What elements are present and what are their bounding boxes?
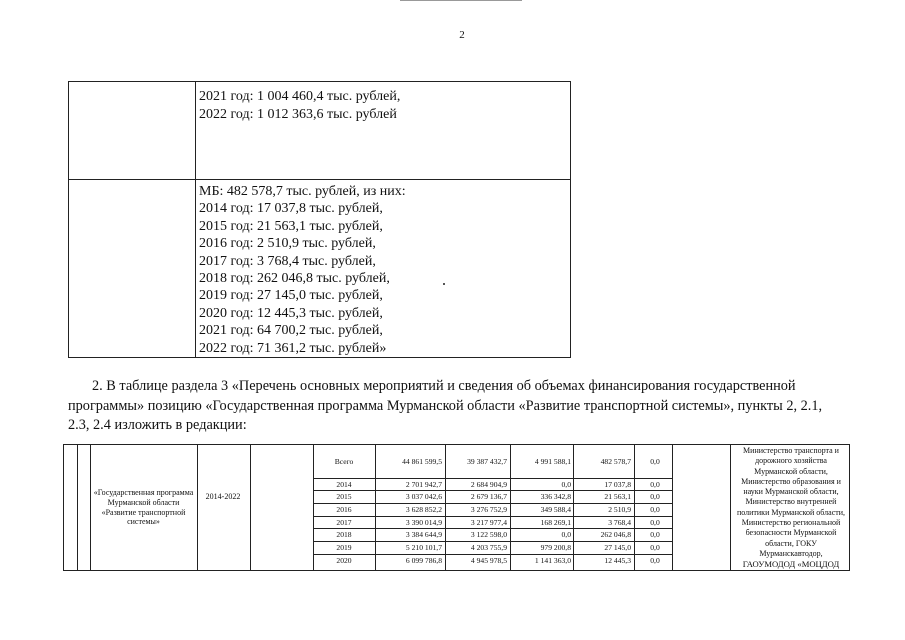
table-cell-total: 5 210 101,7 [405,543,442,552]
executor-line: Министерство транспорта и [743,446,839,455]
table-cell-year: 2018 [336,530,352,539]
table-cell-c2: 3 217 977,4 [470,518,507,527]
table-column-line [77,445,78,570]
funding-line: 2021 год: 64 700,2 тыс. рублей, [199,323,383,339]
table-cell-c5: 0,0 [650,480,660,489]
executor-line: Мурманскавтодор, [759,548,823,558]
paragraph-line: 2. В таблице раздела 3 «Перечень основных мероприятий и сведения об объемах финансирования государственной [92,378,796,394]
table-cell-c5: 0,0 [650,492,660,501]
program-funding-table [63,444,850,571]
funding-line: 2020 год: 12 445,3 тыс. рублей, [199,305,383,321]
executor-line: области, ГОКУ [765,538,817,548]
funding-line: 2015 год: 21 563,1 тыс. рублей, [199,218,383,234]
table-cell-local-budget [199,183,406,357]
funding-line: 2021 год: 1 004 460,4 тыс. рублей, [199,89,401,104]
program-name-cell: «Государственная программа Мурманской области «Развитие транспортной системы» [93,488,194,527]
table-cell-c2: 3 276 752,9 [470,505,507,514]
table-cell-c5: 0,0 [650,543,660,552]
table-cell-total: 3 037 042,6 [405,492,442,501]
table-cell-total: 3 628 852,2 [405,505,442,514]
table-cell-c2: 39 387 432,7 [467,457,507,466]
funding-line: 2022 год: 1 012 363,6 тыс. рублей [199,107,397,122]
table-cell-total: 6 099 786,8 [405,556,442,565]
scan-speck [443,283,445,285]
table-column-line [672,445,673,570]
executor-line: Министерство внутренней [745,497,837,507]
table-cell-year: 2017 [336,518,352,527]
table-column-line [90,445,91,570]
table-cell-c4: 17 037,8 [604,480,631,489]
executor-line: науки Мурманской области, [743,487,839,497]
table-cell-c3: 168 269,1 [540,518,571,527]
funding-line: 2018 год: 262 046,8 тыс. рублей, [199,271,390,287]
table-cell-c4: 262 046,8 [600,530,631,539]
table-cell-c5: 0,0 [650,530,660,539]
funding-line: 2017 год: 3 768,4 тыс. рублей, [199,253,376,269]
table-cell-total: 3 384 644,9 [405,530,442,539]
paragraph-line: программы» позицию «Государственная программа Мурманской области «Развитие транспортной системы», пункты 2, 2.1, [68,397,823,414]
table-cell-year: 2020 [336,556,352,565]
table-cell-c4: 482 578,7 [600,457,631,466]
table-cell-total: 2 701 942,7 [405,480,442,489]
table-column-line [197,445,198,570]
table-column-line [250,445,251,570]
table-cell-c3: 4 991 588,1 [534,457,571,466]
funding-line: МБ: 482 578,7 тыс. рублей, из них: [199,184,406,199]
table-cell-c4: 27 145,0 [604,543,631,552]
executors-cell [731,446,851,570]
table-cell-c3: 979 200,8 [540,543,571,552]
table-cell-c3: 349 588,4 [540,505,571,514]
table-cell-year: 2019 [336,543,352,552]
table-cell-c3: 1 141 363,0 [534,556,571,565]
table-cell-year: 2015 [336,492,352,501]
period-cell: 2014-2022 [205,492,241,501]
table-row-divider [69,179,570,180]
table-cell-total: 3 390 014,9 [405,518,442,527]
funding-line: 2022 год: 71 361,2 тыс. рублей» [199,340,387,356]
executor-line: Министерство образования и [741,476,841,486]
table-cell-c2: 4 945 978,5 [470,556,507,565]
table-cell-c3: 0,0 [561,530,571,539]
table-cell-c2: 2 684 904,9 [470,480,507,489]
executor-line: дорожного хозяйства [755,456,827,466]
funding-line: 2016 год: 2 510,9 тыс. рублей, [199,236,376,252]
executor-line: Мурманской области, [754,466,828,476]
table-cell-c2: 2 679 136,7 [470,492,507,501]
table-cell-c4: 21 563,1 [604,492,631,501]
table-cell-c4: 2 510,9 [608,505,631,514]
table-cell-year: Всего [334,457,354,466]
executor-line: ГАОУМОДОД «МОЦДОД [742,559,840,570]
table-column-divider [195,82,196,357]
page-number: 2 [459,29,465,41]
table-cell-c5: 0,0 [650,518,660,527]
table-column-line [634,445,635,570]
amendment-paragraph [68,377,860,436]
table-cell-c3: 0,0 [561,480,571,489]
funding-line: 2014 год: 17 037,8 тыс. рублей, [199,201,383,217]
funding-line: 2019 год: 27 145,0 тыс. рублей, [199,288,383,304]
table-column-line [730,445,731,570]
table-cell-year: 2016 [336,505,352,514]
continuation-table [68,81,571,358]
executor-line: безопасности Мурманской [745,528,837,538]
table-cell-funding-2021-2022 [199,88,400,124]
table-cell-c2: 4 203 755,9 [470,543,507,552]
executor-line: политики Мурманской области, [736,507,846,517]
top-divider-line [400,0,522,1]
table-cell-c5: 0,0 [650,505,660,514]
executor-line: Министерство региональной [741,518,841,528]
table-cell-c5: 0,0 [650,457,660,466]
table-cell-c3: 336 342,8 [540,492,571,501]
table-cell-c4: 12 445,3 [604,556,631,565]
table-cell-year: 2014 [336,480,352,489]
table-cell-total: 44 861 599,5 [402,457,442,466]
table-cell-c5: 0,0 [650,556,660,565]
table-cell-c2: 3 122 598,0 [470,530,507,539]
paragraph-line: 2.3, 2.4 изложить в редакции: [68,417,247,433]
table-cell-c4: 3 768,4 [608,518,631,527]
